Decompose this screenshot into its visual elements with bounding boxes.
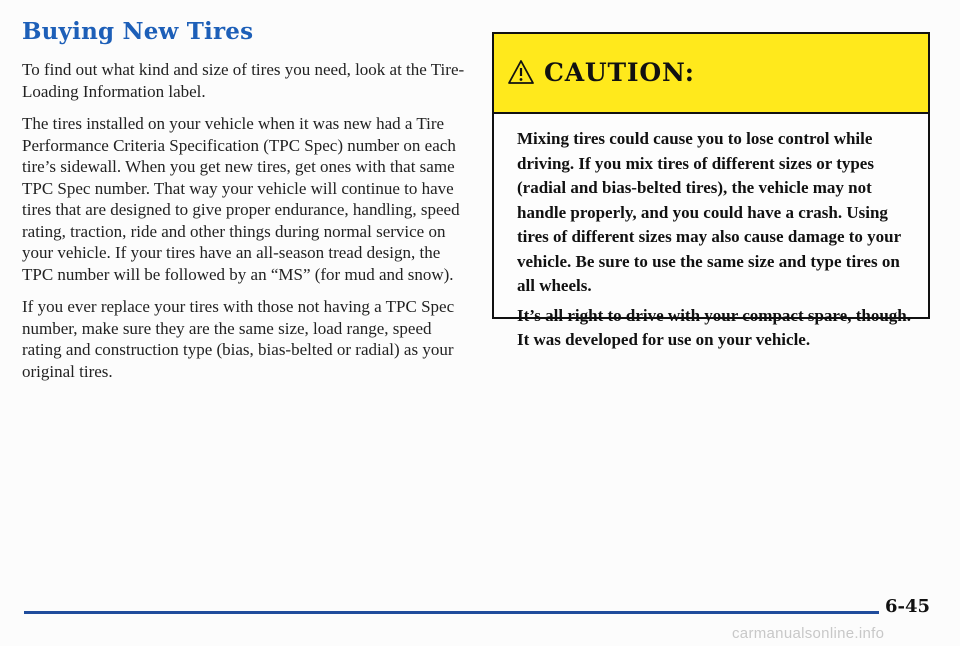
caution-header [494, 34, 928, 114]
footer-rule [24, 611, 930, 614]
section-title: Buying New Tires [22, 18, 254, 45]
caution-spare-text: It’s all right to drive with your compact spare, though. It was developed for use on your vehicle. [517, 305, 911, 349]
main-section [22, 18, 474, 393]
caution-box [492, 32, 930, 349]
page-number: 6-45 [879, 596, 930, 617]
intro-paragraph: To find out what kind and size of tires you need, look at the Tire-Loading Information label. [22, 60, 465, 101]
caution-title: CAUTION: [544, 58, 695, 87]
warning-triangle-icon [507, 59, 535, 85]
replacement-paragraph: If you ever replace your tires with those not having a TPC Spec number, make sure they are the same size, load range, speed rating and construction type (bias, bias-belted or radial) as your original tires. [22, 297, 455, 381]
tpc-spec-paragraph: The tires installed on your vehicle when it was new had a Tire Performance Criteria Specification (TPC Spec) number on each tire’s sidewall. When you get new tires, get ones with that same TPC Spec number. That way your vehicle will continue to have tires that are designed to give proper endurance, handling, speed rating, traction, ride and other things during normal service on your vehicle. If your tires have an all-season tread design, the TPC number will be followed by an “MS” (for mud and snow). [22, 114, 460, 284]
caution-body [494, 114, 928, 353]
watermark-text: carmanualsonline.info [732, 625, 885, 642]
caution-warning-text: Mixing tires could cause you to lose control while driving. If you mix tires of different sizes or types (radial and bias-belted tires), the vehicle may not handle properly, and you could have a crash. Using tires of different sizes may also cause damage to your vehicle. Be sure to use the same size and type tires on all wheels. [517, 129, 901, 295]
